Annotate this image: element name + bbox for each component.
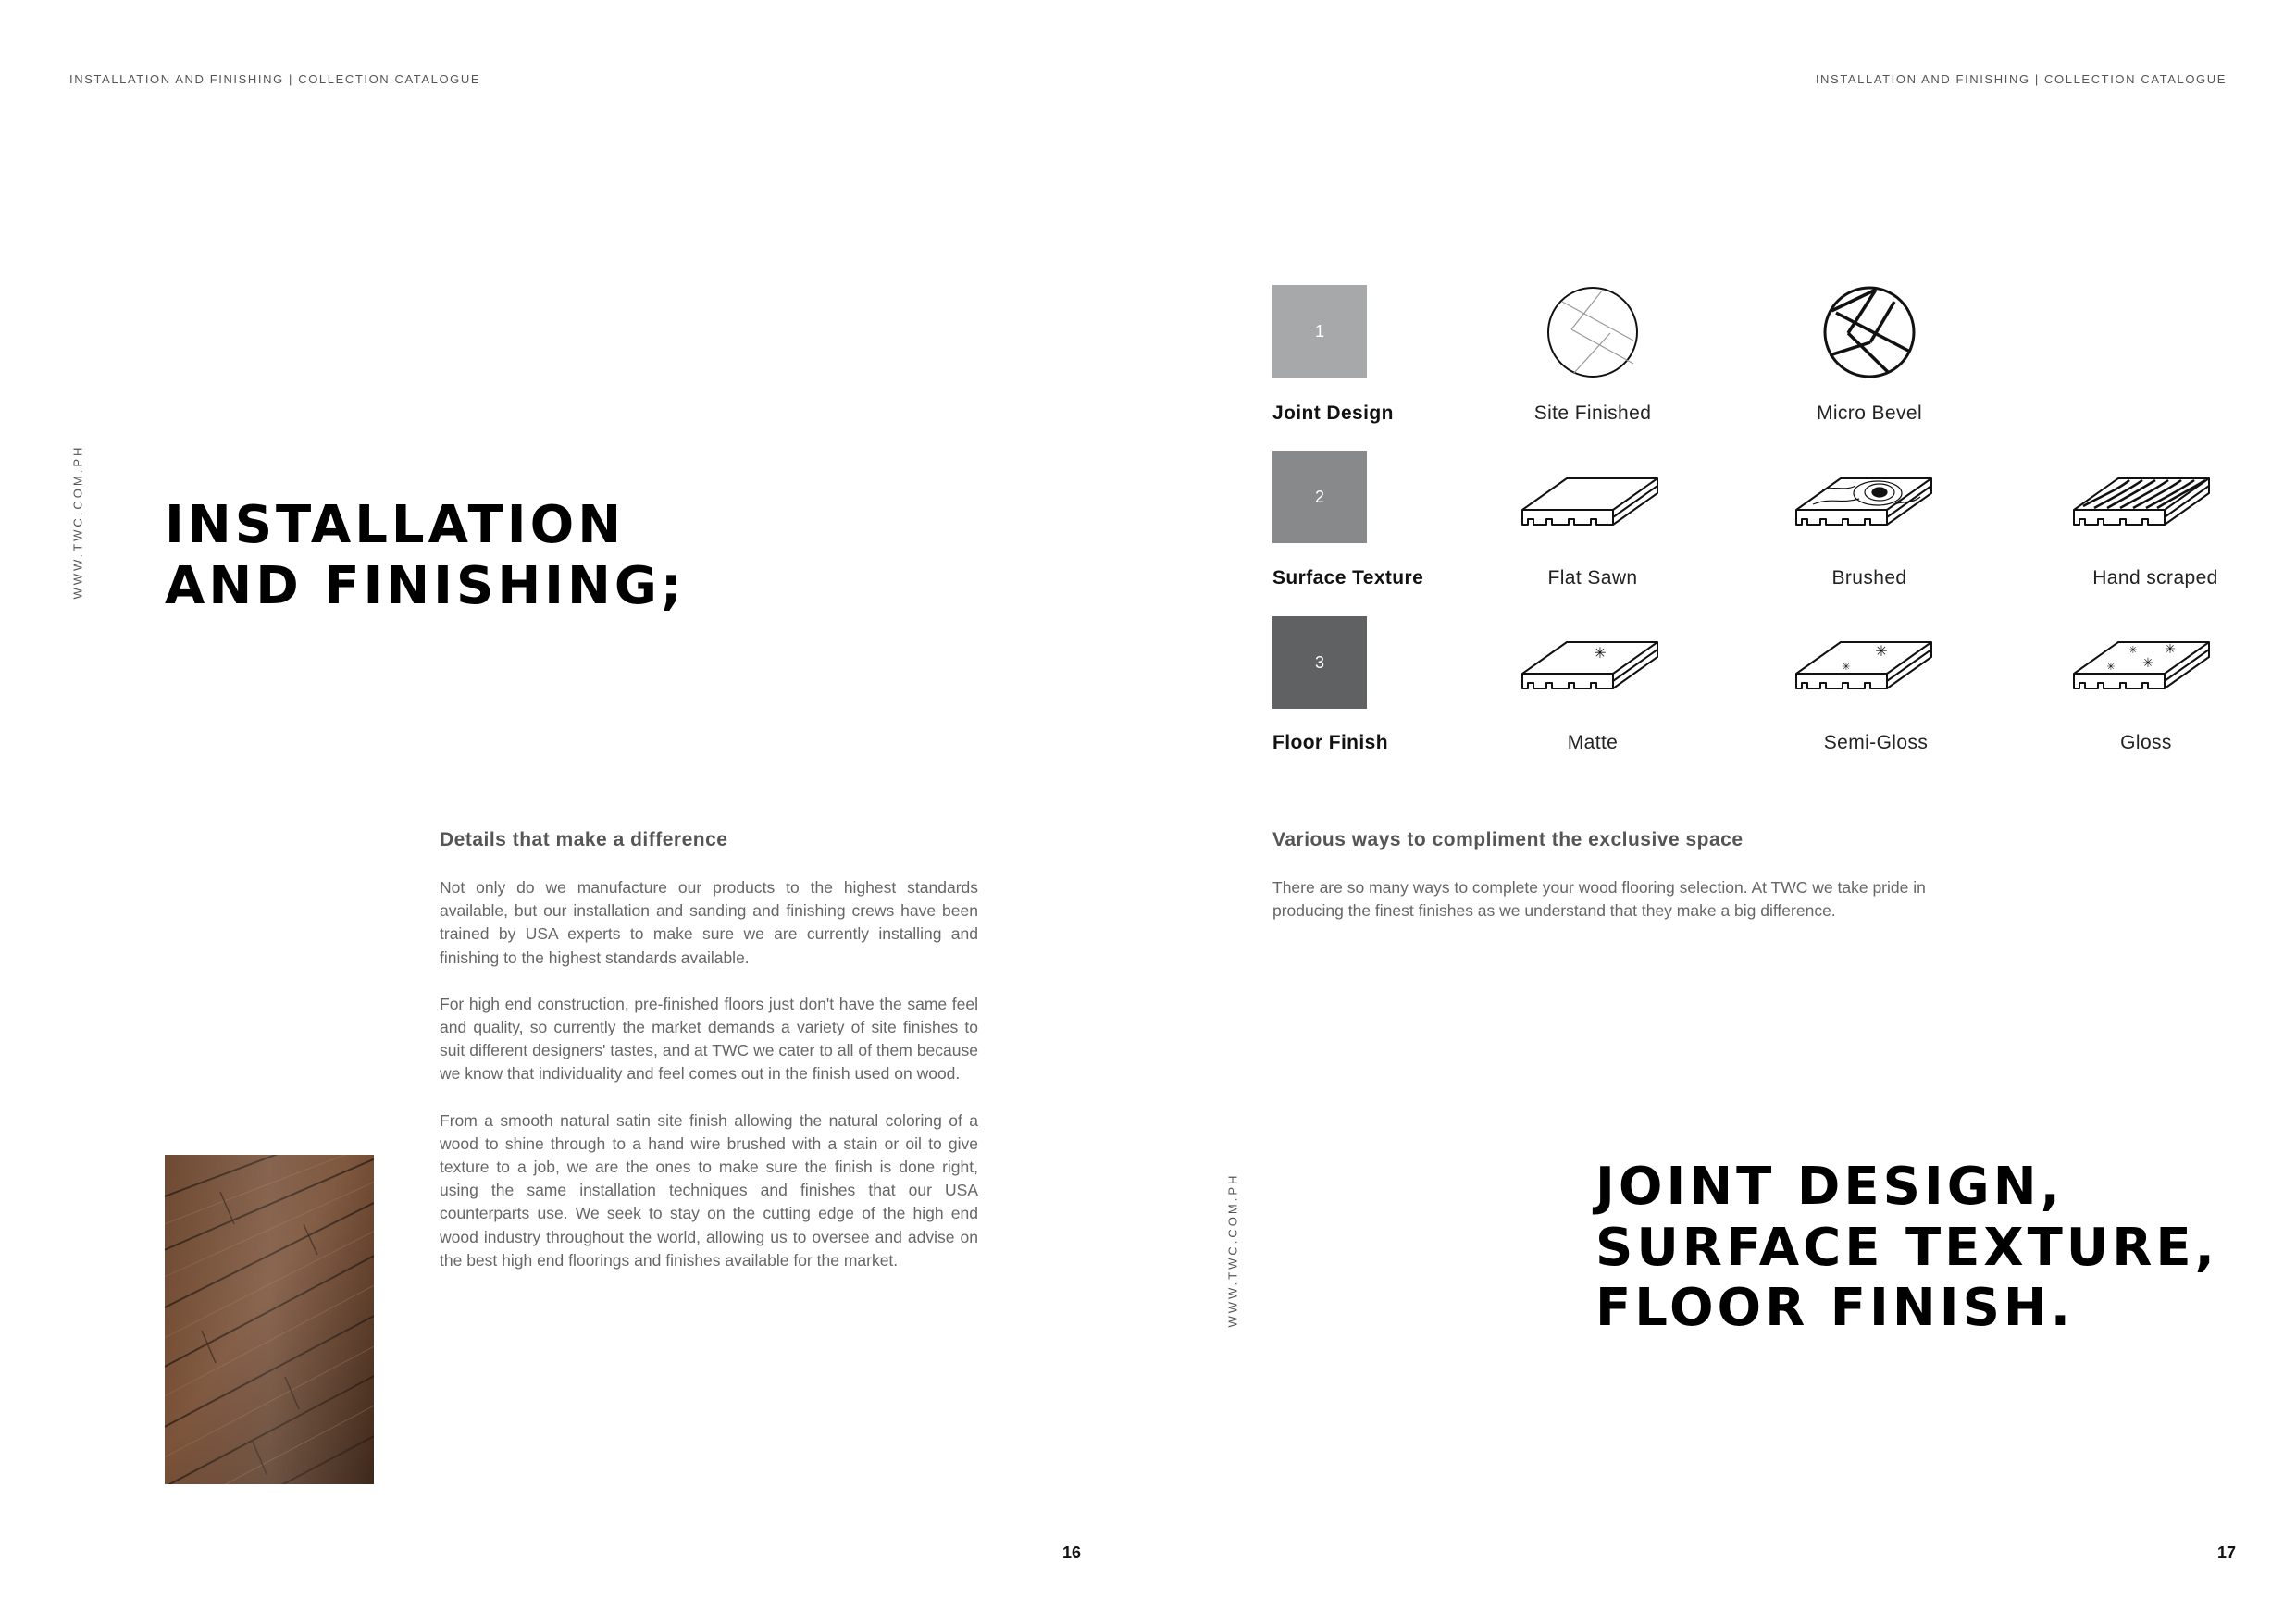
left-subheading: Details that make a difference	[440, 829, 728, 850]
plank-one-sparkle-icon	[1520, 640, 1659, 700]
plank-two-sparkle-icon	[1794, 640, 1933, 700]
brushed-label: Brushed	[1831, 567, 1907, 588]
right-title-line-1: JOINT DESIGN,	[1595, 1157, 2064, 1217]
svg-text:✳: ✳	[1842, 661, 1851, 673]
right-paragraph: There are so many ways to complete your wood flooring selection. At TWC we take pride in producing the finest finishes as we understand that they make a big difference.	[1272, 878, 1926, 921]
left-paragraph-3: From a smooth natural satin site finish allowing the natural coloring of a wood to shine through to a hand wire brushed with a stain or oil to give texture to a job, we are the ones to make sure the finish is done right, using the same installation techniques and finishes that our USA counterparts use. We seek to stay on the cutting edge of the high end wood industry throughout the world, allowing us to oversee and advise on the best high end floorings and finishes available for the market.	[440, 1110, 978, 1270]
joint-design-number-box	[1272, 285, 1367, 378]
matte-label: Matte	[1567, 732, 1619, 753]
right-subheading: Various ways to compliment the exclusive space	[1272, 829, 1744, 850]
right-body-text	[1272, 876, 1968, 946]
svg-text:✳: ✳	[2128, 644, 2138, 656]
gloss-label: Gloss	[2120, 732, 2172, 753]
surface-texture-number-box	[1272, 451, 1367, 543]
joint-design-label: Joint Design	[1272, 403, 1394, 424]
circle-lines-icon	[1545, 285, 1640, 379]
flat-sawn-label: Flat Sawn	[1547, 567, 1638, 588]
left-title-line-2: AND FINISHING;	[165, 555, 686, 616]
circle-bold-lines-icon	[1822, 285, 1917, 379]
left-page-title	[165, 495, 685, 616]
right-page-title	[1595, 1157, 2218, 1339]
micro-bevel-label: Micro Bevel	[1816, 403, 1923, 424]
floor-finish-number: 3	[1314, 652, 1324, 672]
page-number-right: 17	[2217, 1543, 2237, 1562]
left-body-text	[440, 876, 978, 1295]
running-header-right: INSTALLATION AND FINISHING | COLLECTION CATALOGUE	[1815, 72, 2227, 86]
floor-finish-label: Floor Finish	[1272, 732, 1388, 753]
svg-text:✳: ✳	[1875, 642, 1888, 660]
vertical-url-left: WWW.TWC.COM.PH	[70, 444, 85, 600]
surface-texture-label: Surface Texture	[1272, 567, 1424, 588]
left-paragraph-1: Not only do we manufacture our products to the highest standards available, but our installation and sanding and finishing crews have been trained by USA experts to make sure we are currently installing and finishing to the highest standards available.	[440, 878, 978, 967]
hand-scraped-label: Hand scraped	[2092, 567, 2218, 588]
svg-text:✳: ✳	[1594, 644, 1607, 662]
semi-gloss-label: Semi-Gloss	[1823, 732, 1929, 753]
plank-grain-icon	[1794, 477, 1933, 536]
joint-design-number: 1	[1314, 321, 1324, 341]
site-finished-label: Site Finished	[1533, 403, 1652, 424]
floor-finish-number-box	[1272, 616, 1367, 709]
right-title-line-2: SURFACE TEXTURE,	[1595, 1217, 2218, 1278]
plank-plain-icon	[1520, 477, 1659, 536]
svg-text:✳: ✳	[2165, 642, 2176, 657]
vertical-url-right: WWW.TWC.COM.PH	[1225, 1172, 1240, 1328]
wood-floor-photo	[165, 1155, 374, 1484]
surface-texture-number: 2	[1314, 487, 1324, 506]
plank-scraped-icon	[2072, 477, 2211, 536]
svg-text:✳: ✳	[2142, 656, 2153, 671]
left-paragraph-2: For high end construction, pre-finished floors just don't have the same feel and quality, so currently the market demands a variety of site finishes to suit different designers' tastes, and at TWC we cater to all of them because we know that individuality and feel comes out in the finish used on wood.	[440, 994, 978, 1084]
running-header-left: INSTALLATION AND FINISHING | COLLECTION CATALOGUE	[69, 72, 481, 86]
left-title-line-1: INSTALLATION	[165, 495, 626, 555]
right-title-line-3: FLOOR FINISH.	[1595, 1278, 2075, 1339]
svg-text:✳: ✳	[2106, 661, 2116, 673]
plank-four-sparkle-icon	[2072, 640, 2211, 700]
page-number-left: 16	[1062, 1543, 1082, 1562]
